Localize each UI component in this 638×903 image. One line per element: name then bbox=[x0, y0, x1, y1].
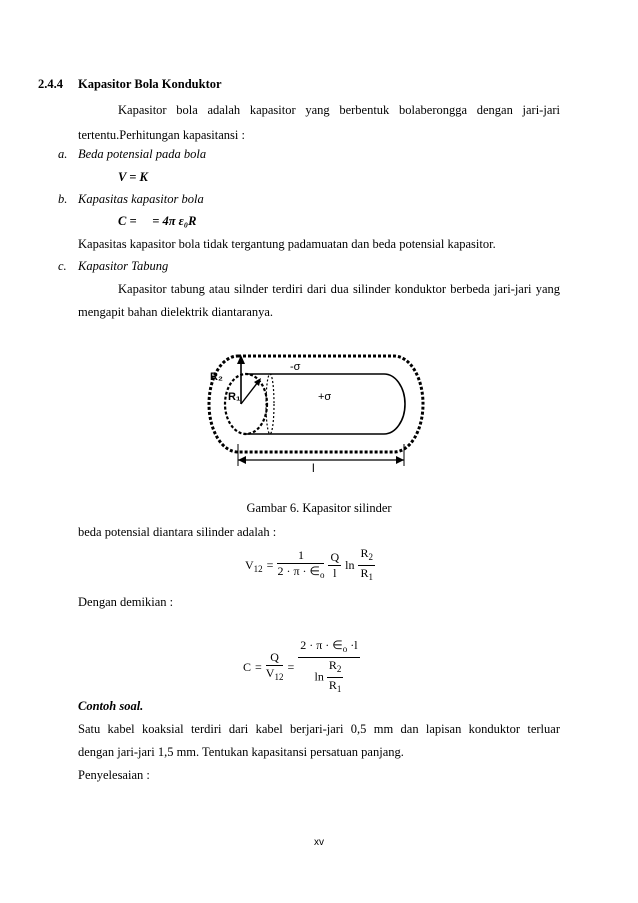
item-a-title: Beda potensial pada bola bbox=[78, 147, 207, 161]
label-r1: R₁ bbox=[228, 391, 241, 403]
eq2-fraction-q-over-v: $\frac{Q}{V_{12}}$ bbox=[265, 650, 284, 682]
eq2-fraction-result: $2 \cdot \pi \cdot \in_o \cdot l$ ln $\frac{R_2}{R_1}$ bbox=[298, 638, 359, 697]
eq1-fraction-radii: $\frac{R_2}{R_1}$ bbox=[360, 546, 373, 582]
label-plus-sigma: +σ bbox=[318, 391, 332, 403]
section-title: Kapasitor Bola Konduktor bbox=[78, 77, 222, 91]
example-line-2: dengan jari-jari 1,5 mm. Tentukan kapasitansi persatuan panjang. bbox=[78, 745, 404, 759]
label-minus-sigma: -σ bbox=[290, 361, 301, 373]
item-b-formula: C = = 4π ε₀R bbox=[118, 214, 197, 228]
solution-label: Penyelesaian : bbox=[78, 768, 150, 782]
cylinder-capacitor-figure bbox=[198, 340, 438, 475]
eq2-equals-2: = bbox=[287, 660, 295, 674]
item-a-formula: V = K bbox=[118, 170, 148, 184]
page-number: xv bbox=[314, 837, 324, 848]
eq1-ln: ln bbox=[345, 558, 355, 572]
eq1-fraction-constant: $\frac{1}{2 \cdot \pi \cdot \in_o}$ bbox=[277, 548, 325, 580]
section-number: 2.4.4 bbox=[38, 77, 63, 91]
equation-potential bbox=[245, 546, 375, 585]
eq2-lhs: C bbox=[243, 660, 252, 674]
potential-text: beda potensial diantara silinder adalah : bbox=[78, 525, 277, 539]
inner-cylinder-end bbox=[225, 374, 267, 434]
item-c-title: Kapasitor Tabung bbox=[78, 259, 169, 273]
item-b-title: Kapasitas kapasitor bola bbox=[78, 192, 204, 206]
label-r2: R₂ bbox=[210, 371, 223, 383]
cylinder-diagram-graphic bbox=[198, 340, 438, 475]
example-line-1: Satu kabel koaksial terdiri dari kabel berjari-jari 0,5 mm dan lapisan konduktor terluar bbox=[78, 722, 560, 736]
eq2-equals-1: = bbox=[255, 660, 262, 674]
inner-cylinder-body bbox=[246, 374, 405, 434]
item-c-marker: c. bbox=[58, 259, 67, 273]
eq1-equals: = bbox=[266, 558, 274, 572]
length-arrow-left bbox=[238, 456, 246, 464]
label-length: l bbox=[312, 461, 315, 475]
item-b-note: Kapasitas kapasitor bola tidak tergantung padamuatan dan beda potensial kapasitor. bbox=[78, 237, 496, 251]
example-heading: Contoh soal. bbox=[78, 699, 144, 713]
intro-line-1: Kapasitor bola adalah kapasitor yang berbentuk bolaberongga dengan jari-jari bbox=[118, 103, 560, 117]
eq1-fraction-charge: $\frac{Q}{l}$ bbox=[330, 550, 340, 580]
intro-line-2: tertentu.Perhitungan kapasitansi : bbox=[78, 128, 245, 142]
eq1-lhs: $V_{12}$ bbox=[245, 557, 263, 574]
figure-caption: Gambar 6. Kapasitor silinder bbox=[246, 501, 392, 515]
radius-r1-line bbox=[241, 382, 258, 404]
item-a-marker: a. bbox=[58, 147, 68, 161]
item-c-line-1: Kapasitor tabung atau silnder terdiri dari dua silinder konduktor berbeda jari-jari yang bbox=[118, 282, 560, 296]
therefore-text: Dengan demikian : bbox=[78, 595, 174, 609]
equation-capacitance bbox=[243, 638, 360, 697]
eq2-fraction-radii: $\frac{R_2}{R_1}$ bbox=[328, 658, 342, 694]
item-b-marker: b. bbox=[58, 192, 68, 206]
length-arrow-right bbox=[396, 456, 404, 464]
item-c-line-2: mengapit bahan dielektrik diantaranya. bbox=[78, 305, 274, 319]
